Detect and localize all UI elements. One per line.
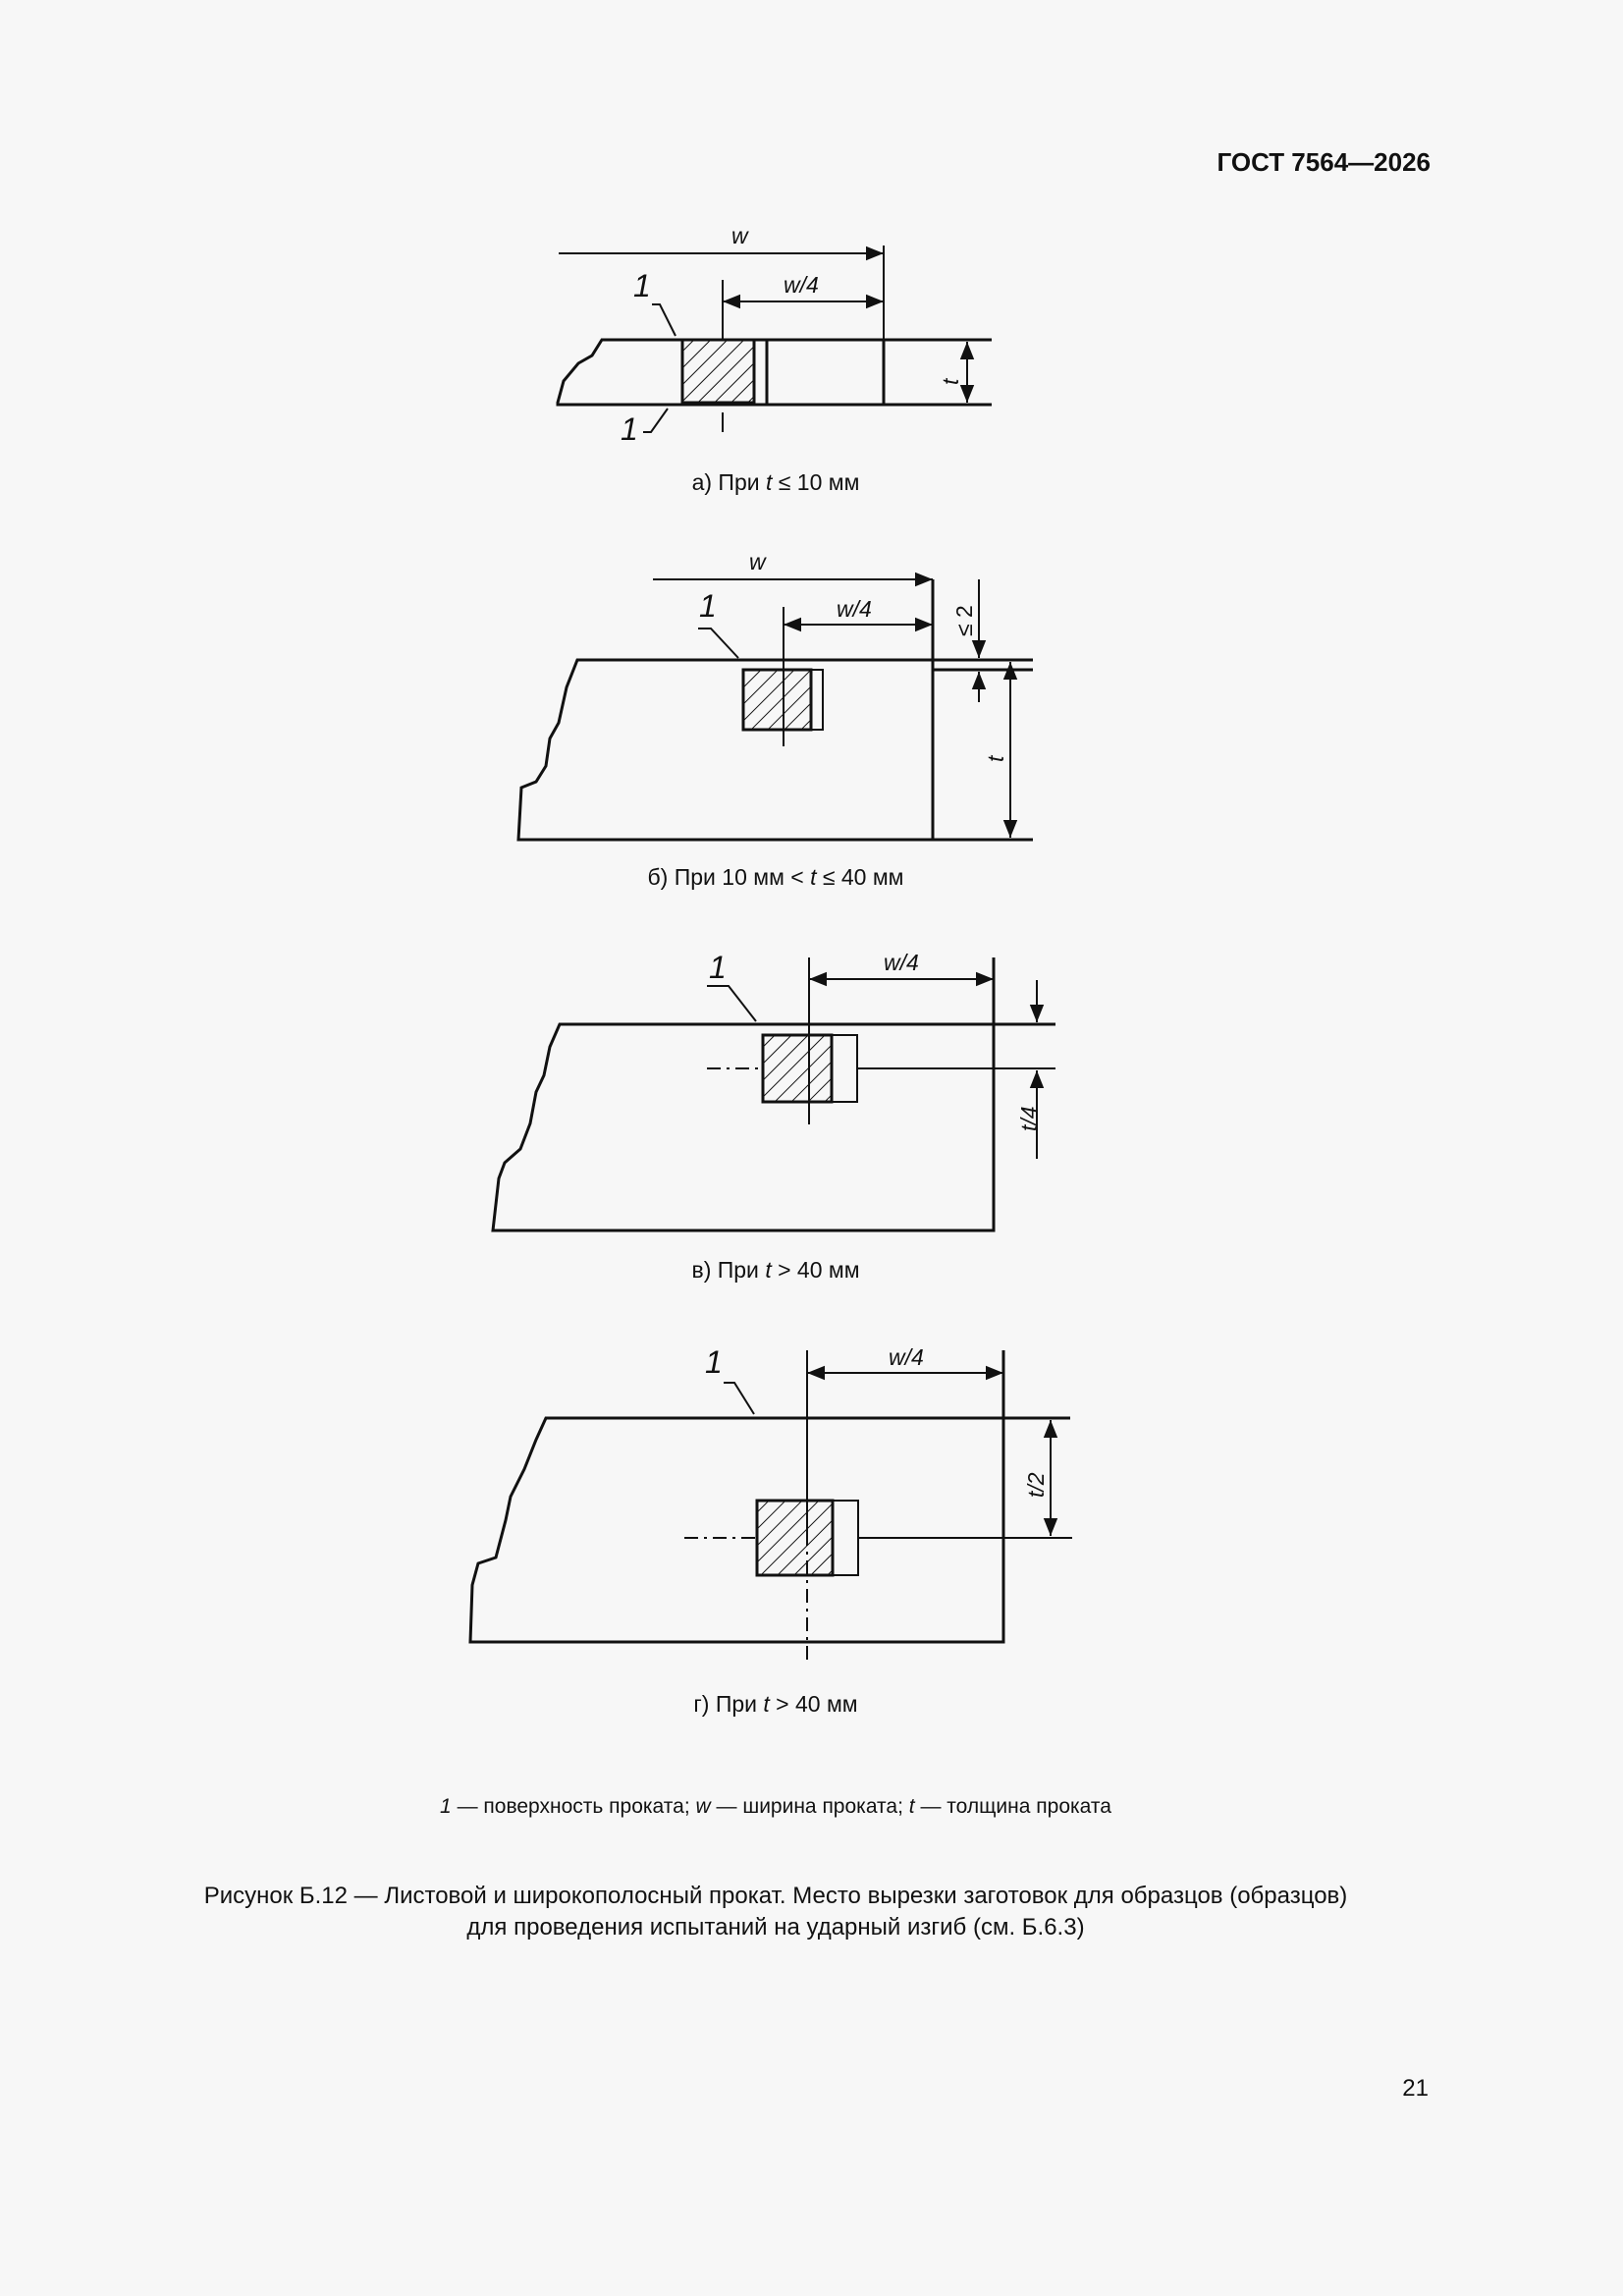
label-surface: 1 <box>709 950 727 985</box>
label-t: t <box>938 378 963 385</box>
caption-v: в) При t > 40 мм <box>691 1257 860 1283</box>
label-surface-top: 1 <box>633 268 651 303</box>
figure-a <box>0 0 1623 511</box>
figure-caption <box>118 1881 1434 1943</box>
figure-b <box>0 530 1623 903</box>
caption-g: г) При t > 40 мм <box>693 1691 858 1717</box>
label-surface: 1 <box>699 588 717 624</box>
label-w4: w/4 <box>837 596 872 622</box>
legend: 1 — поверхность проката; w — ширина проката; t — толщина проката <box>440 1795 1111 1818</box>
label-le2: ≤ 2 <box>951 605 977 636</box>
figure-v <box>0 943 1623 1296</box>
page-number: 21 <box>1402 2075 1429 2102</box>
label-surface: 1 <box>705 1344 723 1380</box>
document-code: ГОСТ 7564—2026 <box>1217 147 1431 177</box>
label-w: w <box>731 223 748 248</box>
label-surface-bottom: 1 <box>621 411 638 447</box>
label-w4: w/4 <box>889 1344 924 1370</box>
label-w4: w/4 <box>884 950 919 975</box>
caption-b: б) При 10 мм < t ≤ 40 мм <box>647 864 904 890</box>
caption-a: а) При t ≤ 10 мм <box>691 469 860 495</box>
figure-g <box>0 1336 1623 1689</box>
label-w4: w/4 <box>784 272 819 298</box>
figure-caption-line1: Рисунок Б.12 — Листовой и широкополосный прокат. Место вырезки заготовок для образцов (образцов) <box>203 1883 1348 1909</box>
figure-caption-line2: для проведения испытаний на ударный изгиб (см. Б.6.3) <box>466 1914 1085 1941</box>
label-w: w <box>749 549 766 574</box>
label-t2: t/2 <box>1023 1472 1049 1498</box>
label-t4: t/4 <box>1016 1106 1042 1131</box>
label-t: t <box>983 755 1008 762</box>
